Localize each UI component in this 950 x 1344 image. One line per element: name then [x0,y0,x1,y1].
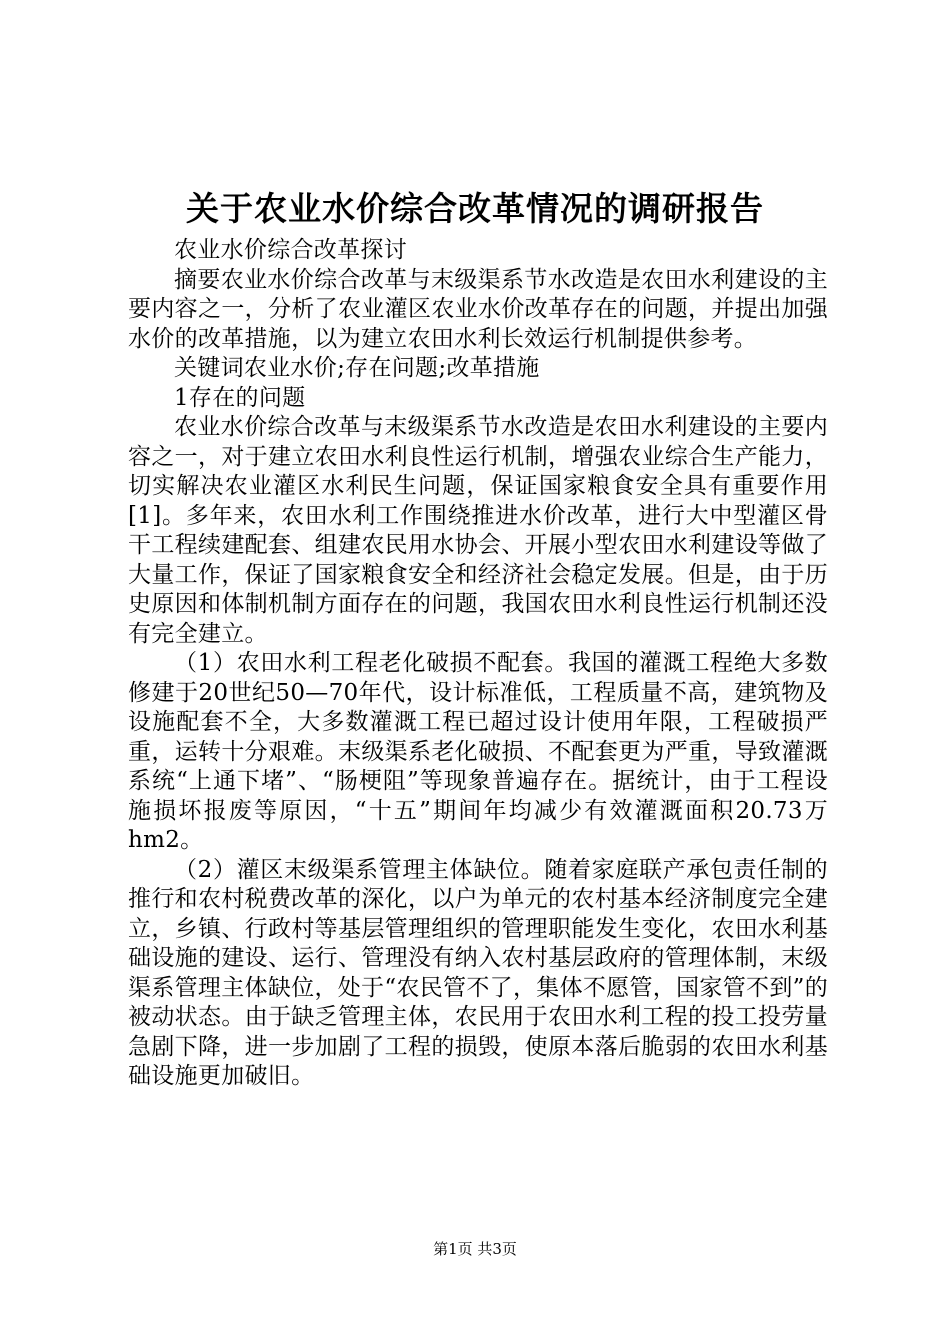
section-heading: 1存在的问题 [174,384,306,411]
document-title: 关于农业水价综合改革情况的调研报告 [186,189,764,228]
page-footer: 第1页 共3页 [433,1240,517,1258]
subtitle-paragraph: 农业水价综合改革探讨 [174,237,407,263]
keywords-paragraph: 关键词农业水价;存在问题;改革措施 [174,355,540,381]
body-paragraph: 农业水价综合改革与末级渠系节水改造是农田水利建设的主要内容之一，对于建立农田水利良性运行机制，增强农业综合生产能力，切实解决农业灌区水利民生问题，保证国家粮食安全具有重要作用[1]。多年来，农田水利工作围绕推进水价改革，进行大中型灌区骨干工程续建配套、组建农民用水协会、开展小型农田水利建设等做了大量工作，保证了国家粮食安全和经济社会稳定发展。但是，由于历史原因和体制机制方面存在的问题，我国农田水利良性运行机制还没有完全建立。 [128,414,828,647]
body-paragraph: （1）农田水利工程老化破损不配套。我国的灌溉工程绝大多数修建于20世纪50—70年代，设计标准低，工程质量不高，建筑物及设施配套不全，大多数灌溉工程已超过设计使用年限，工程破损严重，运转十分艰难。末级渠系老化破损、不配套更为严重，导致灌溉系统“上通下堵”、“肠梗阻”等现象普遍存在。据统计，由于工程设施损坏报废等原因，“十五”期间年均减少有效灌溉面积20.73万hm2。 [128,650,828,853]
body-paragraph: （2）灌区末级渠系管理主体缺位。随着家庭联产承包责任制的推行和农村税费改革的深化，以户为单元的农村基本经济制度完全建立，乡镇、行政村等基层管理组织的管理职能发生变化，农田水利基础设施的建设、运行、管理没有纳入农村基层政府的管理体制，末级渠系管理主体缺位，处于“农民管不了，集体不愿管，国家管不到”的被动状态。由于缺乏管理主体，农民用于农田水利工程的投工投劳量急剧下降，进一步加剧了工程的损毁，使原本落后脆弱的农田水利基础设施更加破旧。 [128,856,828,1089]
abstract-paragraph: 摘要农业水价综合改革与末级渠系节水改造是农田水利建设的主要内容之一，分析了农业灌区农业水价改革存在的问题，并提出加强水价的改革措施，以为建立农田水利长效运行机制提供参考。 [128,266,828,352]
document-body [128,236,828,1092]
